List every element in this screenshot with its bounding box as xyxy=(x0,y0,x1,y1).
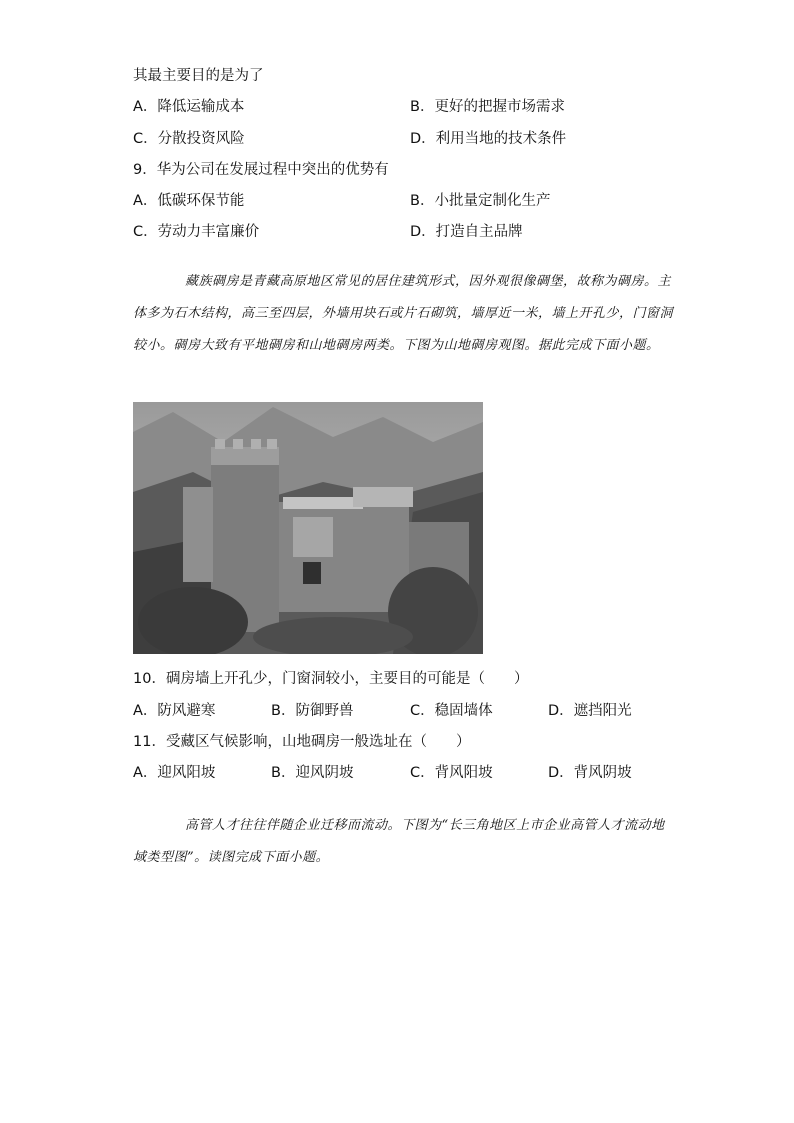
q8-option-b: B．更好的把握市场需求 xyxy=(410,99,565,115)
passage-talent-flow-text: 高管人才往往伴随企业迁移而流动。下图为“长三角地区上市企业高管人才流动地域类型图”。读图完成下面小题。 xyxy=(133,818,665,865)
diaofang-photo xyxy=(133,402,483,654)
q9-option-d: D．打造自主品牌 xyxy=(410,224,523,240)
q10-stem: 10．碉房墙上开孔少，门窗洞较小，主要目的可能是（ ） xyxy=(133,671,529,687)
q8-option-c: C．分散投资风险 xyxy=(133,131,245,147)
q11-option-c: C．背风阳坡 xyxy=(410,765,493,781)
q9-stem: 9．华为公司在发展过程中突出的优势有 xyxy=(133,162,389,178)
passage-talent-flow xyxy=(133,810,673,874)
q8-option-a: A．降低运输成本 xyxy=(133,99,245,115)
passage-diaofang-text: 藏族碉房是青藏高原地区常见的居住建筑形式，因外观很像碉堡，故称为碉房。主体多为石木结构，高三至四层，外墙用块石或片石砌筑，墙厚近一米，墙上开孔少，门窗洞较小。碉房大致有平地碉房和山地碉房两类。下图为山地碉房观图。据此完成下面小题。 xyxy=(133,274,674,353)
q9-option-a: A．低碳环保节能 xyxy=(133,193,245,209)
q8-continuation: 其最主要目的是为了 xyxy=(133,68,264,84)
q11-option-a: A．迎风阳坡 xyxy=(133,765,216,781)
q10-option-c: C．稳固墙体 xyxy=(410,703,493,719)
q8-option-d: D．利用当地的技术条件 xyxy=(410,131,567,147)
q10-option-d: D．遮挡阳光 xyxy=(548,703,632,719)
q11-option-b: B．迎风阴坡 xyxy=(271,765,354,781)
q9-option-b: B．小批量定制化生产 xyxy=(410,193,551,209)
q11-stem: 11．受藏区气候影响，山地碉房一般选址在（ ） xyxy=(133,734,471,750)
passage-diaofang xyxy=(133,266,673,362)
q9-option-c: C．劳动力丰富廉价 xyxy=(133,224,260,240)
q10-option-a: A．防风避寒 xyxy=(133,703,216,719)
q11-option-d: D．背风阴坡 xyxy=(548,765,632,781)
q10-option-b: B．防御野兽 xyxy=(271,703,354,719)
